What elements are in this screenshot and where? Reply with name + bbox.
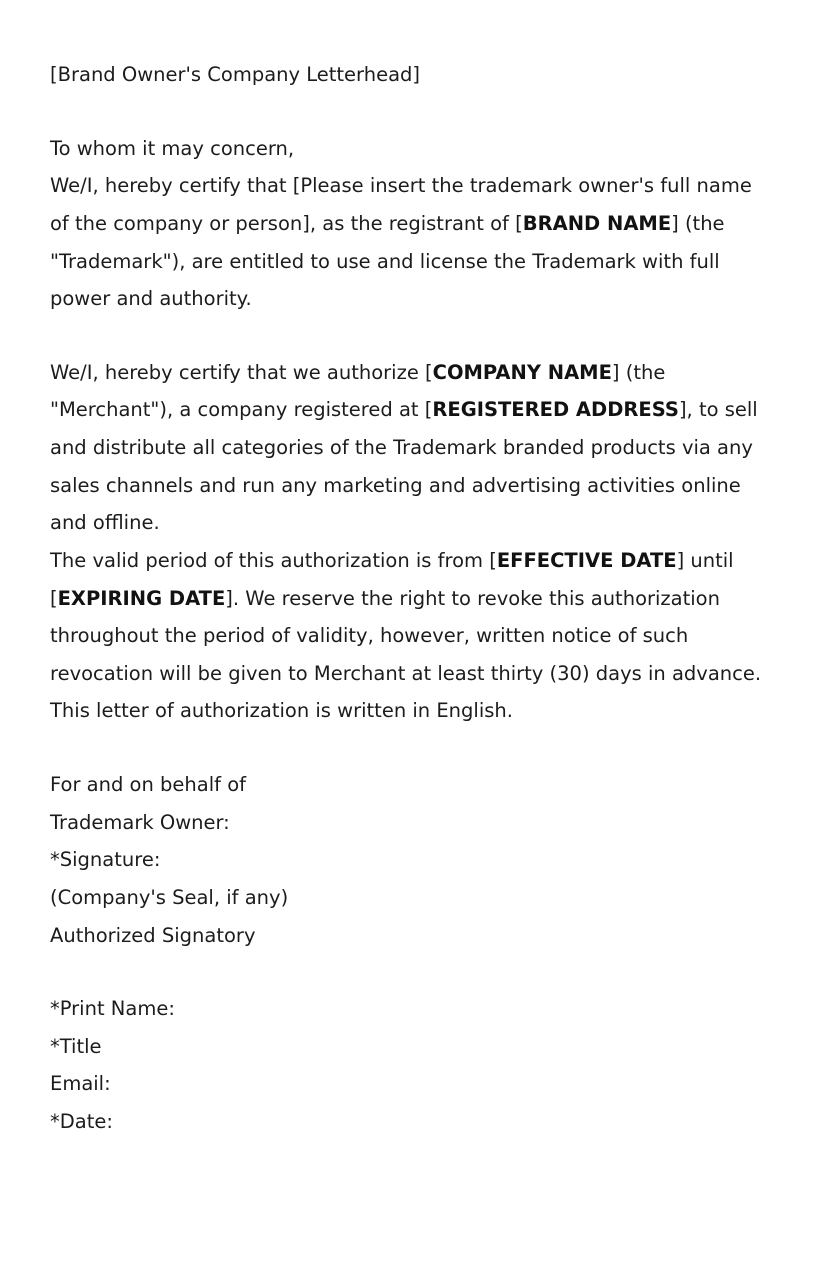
effective-date-placeholder: EFFECTIVE DATE [496, 548, 677, 572]
date-field-label: *Date: [50, 1110, 113, 1133]
email-field-label: Email: [50, 1072, 111, 1096]
spacer [50, 730, 764, 766]
certification-text-part2: ] (the "Trademark"), are entitled to use and license the Trademark with full power and authority. [50, 211, 725, 311]
spacer [50, 318, 764, 354]
authorization-paragraph [50, 354, 764, 542]
title-field-label: *Title [50, 1034, 102, 1058]
certification-paragraph [50, 167, 764, 318]
spacer [50, 954, 764, 990]
signature-for-and-on-behalf: For and on behalf of [50, 773, 246, 796]
company-seal-note: (Company's Seal, if any) [50, 885, 289, 909]
authorized-signatory-label: Authorized Signatory [50, 923, 256, 947]
validity-text-part3: ]. We reserve the right to revoke this authorization throughout the period of validity, however, written notice of such revocation will be given to Merchant at least thirty (30) days in advance. [50, 586, 762, 685]
spacer [50, 94, 764, 130]
brand-name-placeholder: BRAND NAME [522, 211, 672, 235]
certification-text-part1: We/I, hereby certify that [Please insert the trademark owner's full name of the company or person], as the registrant of [ [50, 174, 752, 235]
registered-address-placeholder: REGISTERED ADDRESS [432, 398, 679, 422]
authorization-text-part3: ], to sell and distribute all categories of the Trademark branded products via any sales channels and run any marketing and advertising activities online and offline. [50, 398, 758, 535]
expiring-date-placeholder: EXPIRING DATE [57, 586, 226, 610]
print-name-field-label: *Print Name: [50, 997, 175, 1021]
company-name-placeholder: COMPANY NAME [432, 360, 612, 384]
authorization-text-part2: ] (the "Merchant"), a company registered at [ [50, 360, 666, 422]
validity-text-part1: The valid period of this authorization is from [ [50, 548, 497, 572]
salutation-line: To whom it may concern, [50, 136, 295, 160]
signature-field-label: *Signature: [50, 848, 161, 872]
authorization-text-part1: We/I, hereby certify that we authorize [ [50, 360, 433, 384]
validity-paragraph [50, 542, 764, 693]
document-body [50, 56, 764, 1141]
signature-trademark-owner: Trademark Owner: [50, 810, 230, 834]
language-line: This letter of authorization is written in English. [50, 699, 513, 723]
validity-text-part2: ] until [ [50, 548, 734, 610]
letterhead-line: [Brand Owner's Company Letterhead] [50, 63, 421, 86]
